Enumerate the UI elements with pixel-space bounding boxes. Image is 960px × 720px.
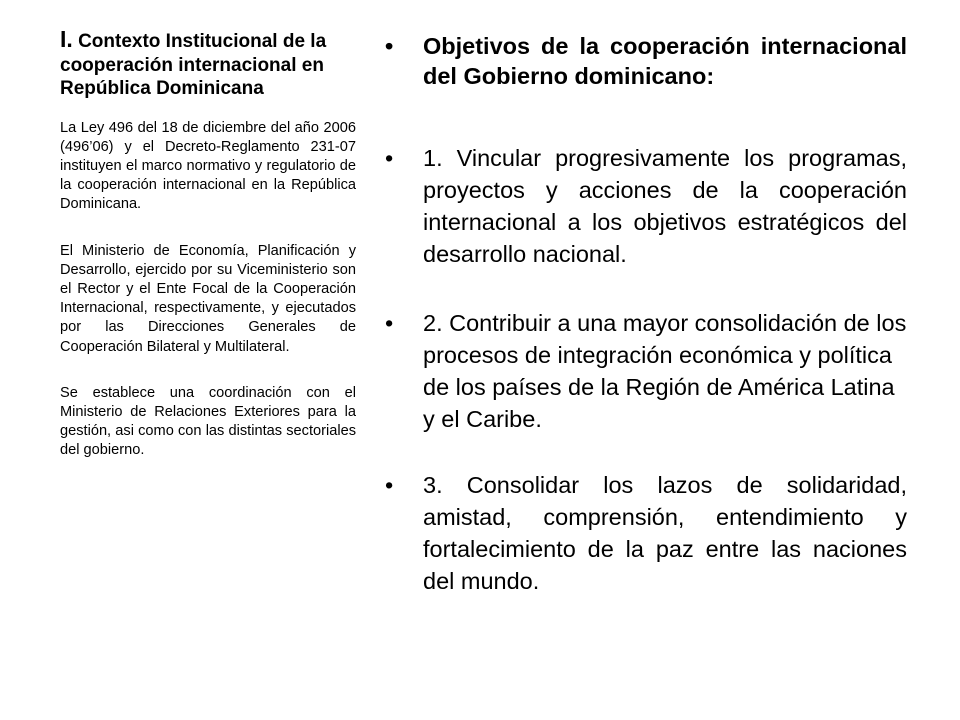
context-paragraph-ministry: El Ministerio de Economía, Planificación y Desarrollo, ejercido por su Viceministerio son el Rector y el Ente Focal de la Cooperación Internacional, respectivamente, y ejecutados por las Direcciones Generales de Cooperación Bilateral y Multilateral. bbox=[60, 242, 356, 355]
bullet-dot-icon: • bbox=[385, 310, 394, 336]
objectives-heading: Objetivos de la cooperación internacional del Gobierno dominicano: bbox=[423, 33, 907, 89]
objective-item-2 bbox=[385, 307, 907, 435]
context-paragraph-law: La Ley 496 del 18 de diciembre del año 2006 (496’06) y el Decreto-Reglamento 231-07 instituyen el marco normativo y regulatorio de la cooperación internacional en la República Dominicana. bbox=[60, 119, 356, 213]
objectives-heading-item bbox=[385, 31, 907, 91]
objective-text-2: 2. Contribuir a una mayor consolidación de los procesos de integración económica y política de los países de la Región de América Latina y el Caribe. bbox=[423, 310, 907, 432]
bullet-dot-icon: • bbox=[385, 472, 394, 498]
section-title bbox=[60, 28, 356, 101]
context-paragraph-coordination: Se establece una coordinación con el Ministerio de Relaciones Exteriores para la gestión, asi como con las distintas sectoriales del gobierno. bbox=[60, 384, 356, 459]
bullet-dot-icon: • bbox=[385, 33, 394, 59]
objective-text-3: 3. Consolidar los lazos de solidaridad, amistad, comprensión, entendimiento y fortalecimiento de la paz entre las naciones del mundo. bbox=[423, 472, 907, 594]
section-title-text: Contexto Institucional de la cooperación internacional en República Dominicana bbox=[60, 31, 327, 99]
objectives-column bbox=[385, 31, 907, 597]
objective-item-1 bbox=[385, 142, 907, 270]
section-number: I. bbox=[60, 26, 73, 52]
objective-item-3 bbox=[385, 469, 907, 597]
bullet-dot-icon: • bbox=[385, 145, 394, 171]
context-column bbox=[60, 28, 356, 461]
objective-text-1: 1. Vincular progresivamente los programas, proyectos y acciones de la cooperación internacional a los objetivos estratégicos del desarrollo nacional. bbox=[423, 145, 907, 267]
